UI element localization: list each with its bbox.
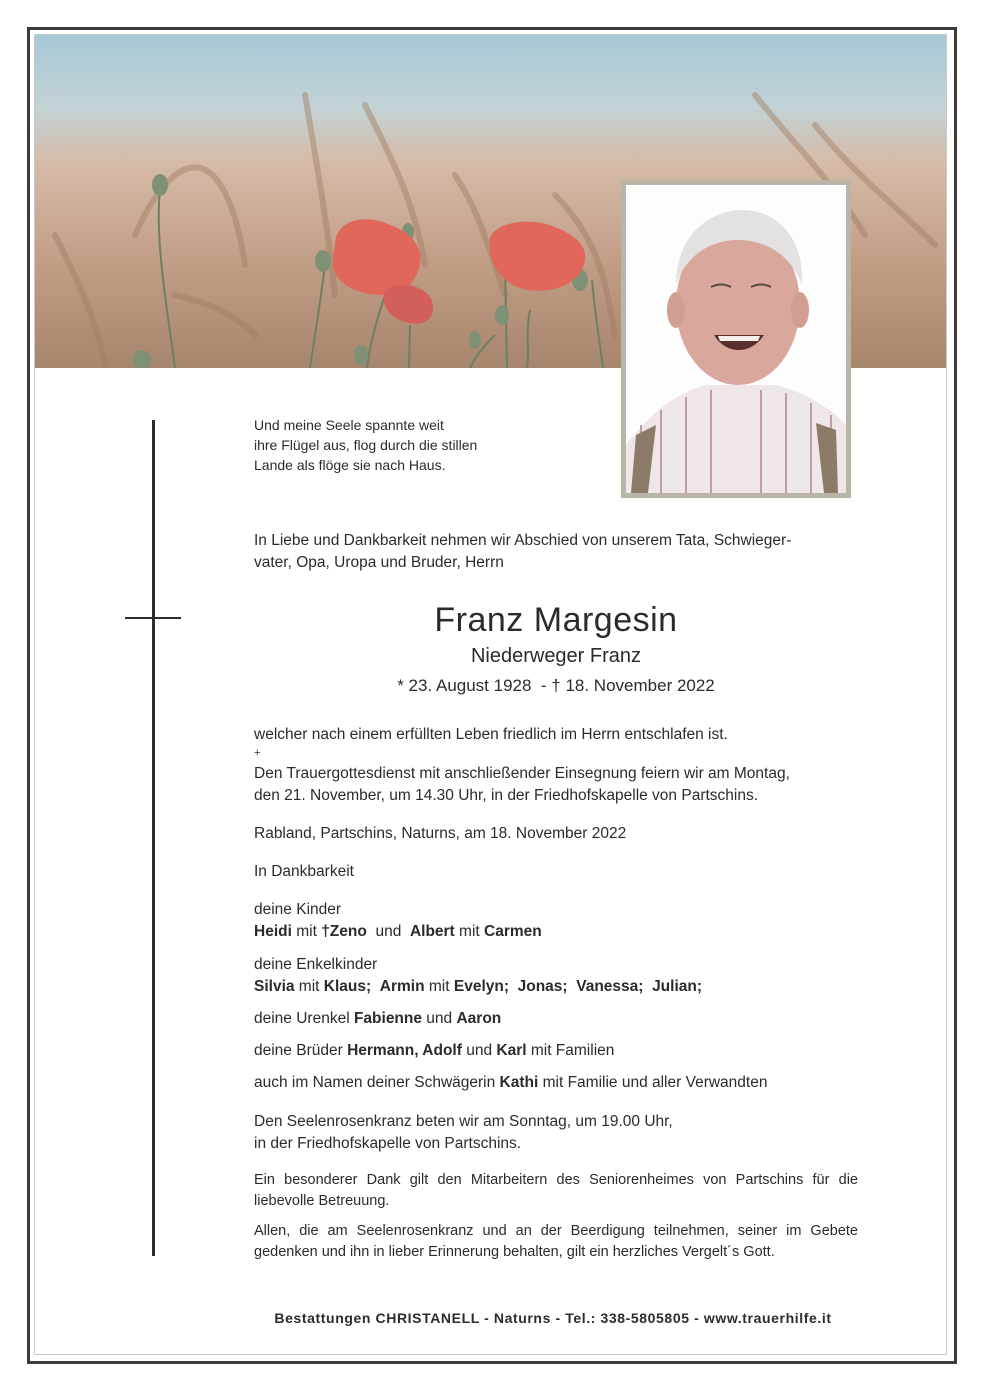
family-member-name: Julian; bbox=[652, 978, 703, 995]
intro-line: In Liebe und Dankbarkeit nehmen wir Abschied von unserem Tata, Schwieger- bbox=[254, 532, 792, 549]
family-names bbox=[500, 1074, 768, 1091]
family-connector-text bbox=[568, 978, 577, 995]
family-label: deine Enkelkinder bbox=[254, 956, 378, 973]
intro-paragraph bbox=[254, 530, 858, 574]
footer-phone: Tel.: 338-5805805 bbox=[565, 1310, 690, 1326]
deceased-info bbox=[254, 598, 858, 700]
thanks-nursing-home: Ein besonderer Dank gilt den Mitarbeitern des Seniorenheimes von Partschins für die liebevolle Betreuung. bbox=[254, 1172, 858, 1209]
family-member-name: Carmen bbox=[484, 923, 542, 940]
rosary-line: in der Friedhofskapelle von Partschins. bbox=[254, 1135, 522, 1152]
footer-company: Bestattungen CHRISTANELL bbox=[274, 1310, 480, 1326]
family-brothers bbox=[254, 1040, 858, 1062]
footer-separator: - bbox=[550, 1310, 566, 1326]
family-member-name: Hermann, Adolf bbox=[347, 1042, 462, 1059]
deceased-name: Franz Margesin bbox=[434, 601, 678, 639]
family-connector-text bbox=[643, 978, 652, 995]
family-connector-text: mit bbox=[294, 978, 324, 995]
family-connector-text: und bbox=[422, 1010, 457, 1027]
family-connector-text: und bbox=[366, 923, 410, 940]
passing-statement: welcher nach einem erfüllten Leben friedlich im Herrn entschlafen ist. bbox=[254, 726, 728, 743]
family-member-name: Albert bbox=[409, 923, 455, 940]
footer-separator: - bbox=[689, 1310, 704, 1326]
poem-line: Und meine Seele spannte weit bbox=[254, 417, 444, 433]
family-label: deine Kinder bbox=[254, 901, 342, 918]
portrait-photo-frame bbox=[621, 180, 851, 498]
service-line: Den Trauergottesdienst mit anschließender Einsegnung feiern wir am Montag, bbox=[254, 765, 790, 782]
footer-website[interactable]: www.trauerhilfe.it bbox=[703, 1310, 832, 1326]
family-names bbox=[254, 921, 858, 943]
family-member-name: †Zeno bbox=[321, 923, 367, 940]
footer-separator: - bbox=[479, 1310, 494, 1326]
intro-line: vater, Opa, Uropa und Bruder, Herrn bbox=[254, 554, 504, 571]
family-in-laws bbox=[254, 1072, 858, 1094]
family-member-name: Silvia bbox=[254, 978, 295, 995]
family-names bbox=[347, 1042, 614, 1059]
family-grandchildren bbox=[254, 954, 858, 998]
family-connector-text: mit bbox=[424, 978, 454, 995]
plus-mark: + bbox=[254, 747, 261, 759]
poem-line: ihre Flügel aus, flog durch die stillen bbox=[254, 437, 478, 453]
funeral-home-footer bbox=[180, 1310, 926, 1326]
family-connector-text: mit bbox=[454, 923, 485, 940]
family-member-name: Armin bbox=[379, 978, 425, 995]
family-names bbox=[354, 1010, 501, 1027]
life-dates: * 23. August 1928 - † 18. November 2022 bbox=[397, 676, 715, 695]
gratitude-line: In Dankbarkeit bbox=[254, 863, 354, 880]
funeral-service-info bbox=[254, 763, 858, 807]
service-line: den 21. November, um 14.30 Uhr, in der Friedhofskapelle von Partschins. bbox=[254, 787, 759, 804]
deceased-alias: Niederweger Franz bbox=[470, 645, 642, 667]
family-connector-text bbox=[509, 978, 518, 995]
family-connector-text: und bbox=[461, 1042, 497, 1059]
footer-town: Naturns bbox=[493, 1310, 551, 1326]
family-member-name: Jonas; bbox=[517, 978, 568, 995]
family-label: auch im Namen deiner Schwägerin bbox=[254, 1074, 500, 1091]
family-member-name: Klaus; bbox=[323, 978, 372, 995]
family-member-name: Fabienne bbox=[353, 1010, 422, 1027]
cross-vertical-bar bbox=[152, 420, 155, 1256]
family-member-name: Aaron bbox=[456, 1010, 502, 1027]
place-and-date: Rabland, Partschins, Naturns, am 18. November 2022 bbox=[254, 825, 627, 842]
family-great-grandchildren bbox=[254, 1008, 858, 1030]
family-member-name: Vanessa; bbox=[576, 978, 644, 995]
family-connector-text bbox=[371, 978, 380, 995]
family-member-name: Karl bbox=[496, 1042, 527, 1059]
family-connector-text: mit Familie und aller Verwandten bbox=[538, 1074, 768, 1091]
rosary-info bbox=[254, 1111, 858, 1155]
family-connector-text: mit Familien bbox=[526, 1042, 615, 1059]
portrait-photo bbox=[626, 185, 846, 493]
family-member-name: Evelyn; bbox=[453, 978, 509, 995]
family-label: deine Urenkel bbox=[254, 1010, 354, 1027]
family-member-name: Heidi bbox=[254, 923, 292, 940]
family-children bbox=[254, 899, 858, 943]
family-names bbox=[254, 976, 858, 998]
thanks-everyone: Allen, die am Seelenrosenkranz und an der Beerdigung teilnehmen, seiner im Gebete gedenken und ihn in lieber Erinnerung behalten, gilt ein herzliches Vergelt´s Gott. bbox=[254, 1223, 858, 1260]
rosary-line: Den Seelenrosenkranz beten wir am Sonntag, um 19.00 Uhr, bbox=[254, 1113, 673, 1130]
cross-horizontal-bar bbox=[125, 617, 181, 619]
family-member-name: Kathi bbox=[499, 1074, 539, 1091]
family-label: deine Brüder bbox=[254, 1042, 348, 1059]
poem-quote bbox=[254, 415, 604, 475]
family-connector-text: mit bbox=[291, 923, 322, 940]
poem-line: Lande als flöge sie nach Haus. bbox=[254, 457, 446, 473]
